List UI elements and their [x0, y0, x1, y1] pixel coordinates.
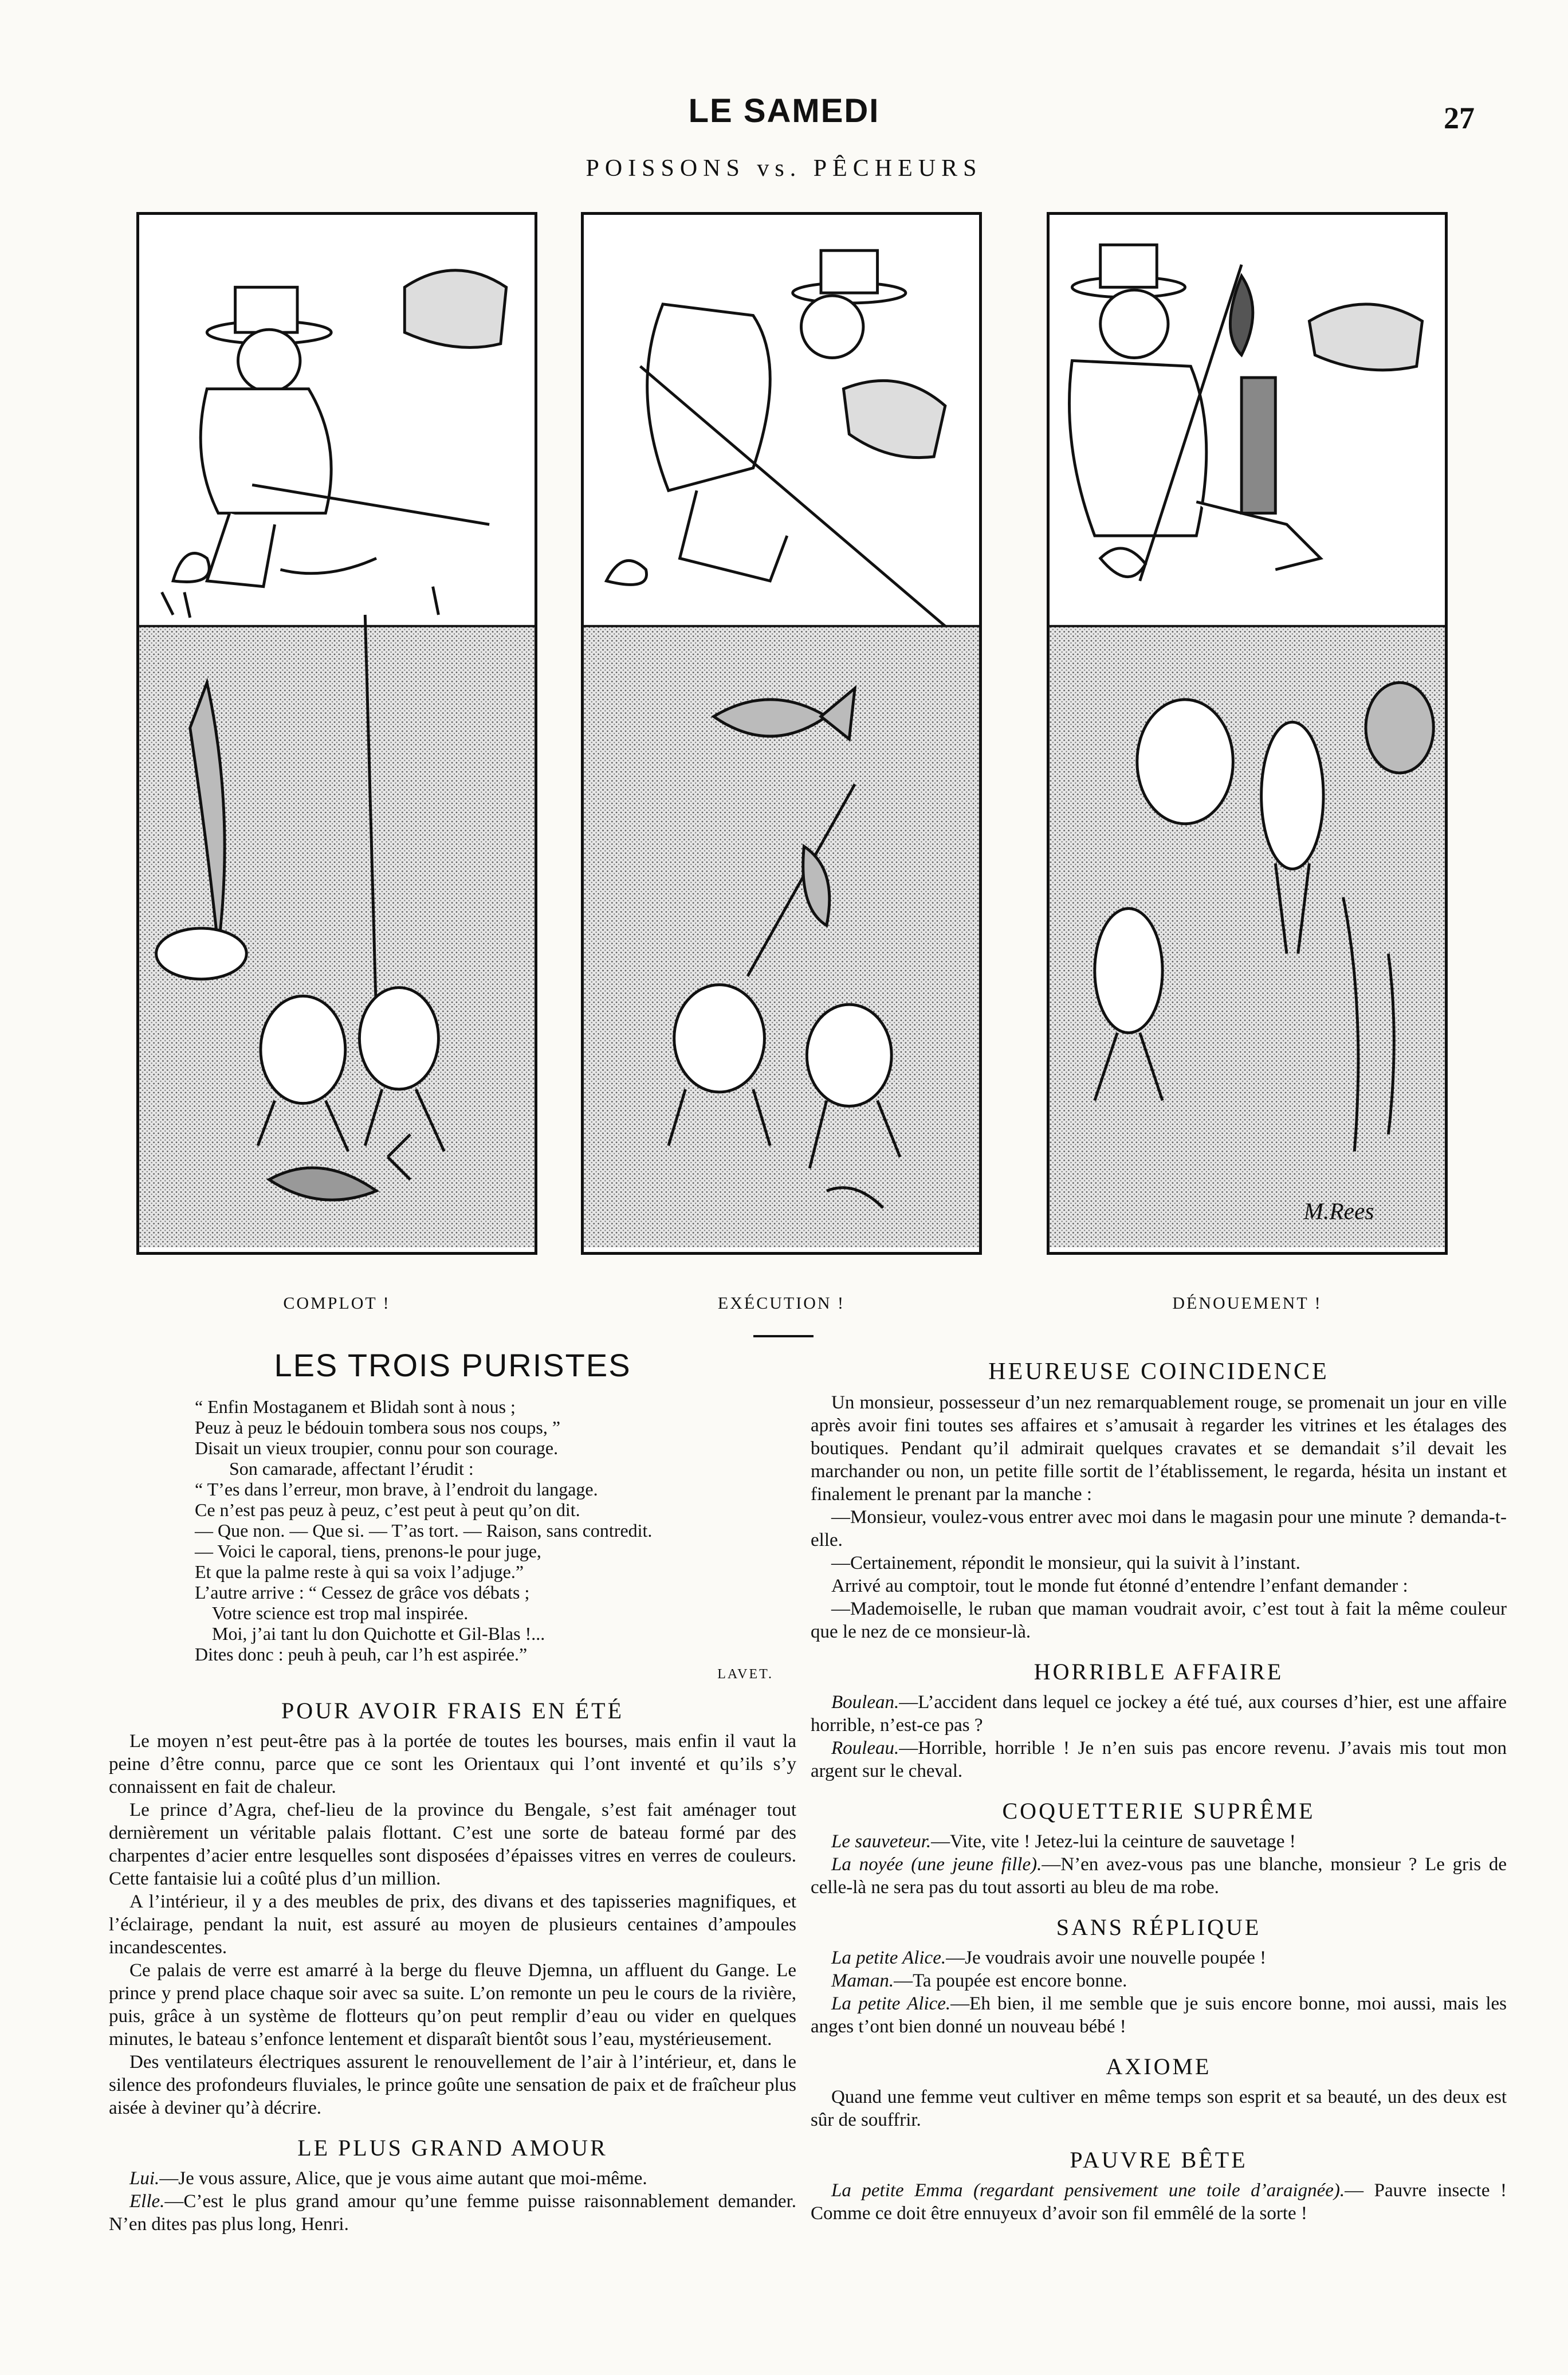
line-text: —Eh bien, il me semble que je suis encore bonne, moi aussi, mais les anges t’ont bien donné un nouveau bébé ! — [811, 1993, 1507, 2037]
caption-execution: EXÉCUTION ! — [717, 1294, 846, 1313]
speaker: Rouleau. — [831, 1738, 899, 1758]
comic-panel-complot — [136, 212, 537, 1255]
speaker: La petite Emma (regardant pensivement une toile d’araignée). — [831, 2180, 1345, 2201]
poem-line: L’autre arrive : “ Cessez de grâce vos débats ; — [195, 1582, 530, 1603]
comic-panel-execution — [581, 212, 982, 1255]
denouement-illustration — [1050, 215, 1445, 1252]
paragraph: Un monsieur, possesseur d’un nez remarquablement rouge, se promenait un jour en ville après avoir fini toutes ses affaires et s’amusait à regarder les vitrines et les étalages des boutiques. Pendant qu’il admirait quelques cravates et se demandait s’il devait les marchander ou non, un petite fille sortit de l’établissement, le regarda, hésita un instant et finalement le prenant par la manche : — [811, 1392, 1507, 1505]
article-title-grand-amour: LE PLUS GRAND AMOUR — [297, 2135, 608, 2161]
line-text: —Ta poupée est encore bonne. — [894, 1970, 1127, 1991]
line-text: —Je voudrais avoir une nouvelle poupée ! — [946, 1948, 1267, 1968]
line-text: —N’en avez-vous pas une blanche, monsieur ? Le gris de celle-là ne sera pas du tout assorti au bleu de ma robe. — [811, 1854, 1507, 1898]
dialogue-line — [811, 1992, 1507, 2038]
paragraph: —Certainement, répondit le monsieur, qui la suivit à l’instant. — [831, 1553, 1300, 1573]
paragraph: Le prince d’Agra, chef-lieu de la province du Bengale, s’est fait aménager tout dernièrement un véritable palais flottant. C’est une sorte de bateau formé par des charpentes d’acier entre lesquelles sont disposées d’épaisses vitres en verres de couleurs. Cette fantaisie lui a coûté plus d’un million. — [109, 1800, 796, 1889]
paragraph: —Mademoiselle, le ruban que maman voudrait avoir, c’est tout à fait la même couleur que le nez de ce monsieur-là. — [811, 1599, 1507, 1642]
speaker: Le sauveteur. — [831, 1831, 932, 1852]
comic-panel-denouement — [1047, 212, 1448, 1255]
speaker: Boulean. — [831, 1692, 899, 1713]
poem-line: “ T’es dans l’erreur, mon brave, à l’endroit du langage. — [195, 1479, 598, 1499]
dialogue-sans-replique — [811, 1946, 1507, 2038]
paragraph: Arrivé au comptoir, tout le monde fut étonné d’entendre l’enfant demander : — [831, 1576, 1408, 1596]
poem-line: Votre science est trop mal inspirée. — [212, 1603, 469, 1623]
artist-signature: M.Rees — [1303, 1198, 1374, 1224]
article-title-frais-ete: POUR AVOIR FRAIS EN ÉTÉ — [281, 1698, 624, 1724]
article-title-coquetterie: COQUETTERIE SUPRÊME — [1002, 1798, 1315, 1824]
dialogue-line — [811, 1946, 1507, 1969]
line-text: —Je vous assure, Alice, que je vous aime autant que moi-même. — [159, 2168, 647, 2189]
speaker: Elle. — [129, 2191, 165, 2212]
dialogue-line — [811, 1691, 1507, 1737]
paragraph: A l’intérieur, il y a des meubles de prix, des divans et des tapisseries magnifiques, et l’éclairage, pendant la nuit, est assuré au moyen de plusieurs centaines d’ampoules incandescentes. — [109, 1891, 796, 1958]
speaker: La petite Alice. — [831, 1948, 946, 1968]
paragraph: Ce palais de verre est amarré à la berge du fleuve Djemna, un affluent du Gange. Le prince y prend place chaque soir avec sa suite. L’on remonte un peu le cours de la rivière, puis, grâce à un système de flotteurs qu’on peut remplir d’eau ou vider en quelques minutes, le bateau s’enfonce lentement et disparaît bientôt sous l’eau, mystérieusement. — [109, 1960, 796, 2050]
paragraph: —Monsieur, voulez-vous entrer avec moi dans le magasin pour une minute ? demanda-t-elle. — [811, 1507, 1507, 1550]
poem-line: Son camarade, affectant l’érudit : — [229, 1458, 474, 1479]
line-text: —Horrible, horrible ! Je n’en suis pas encore revenu. J’avais mis tout mon argent sur le cheval. — [811, 1738, 1507, 1781]
dialogue-horrible-affaire — [811, 1691, 1507, 1783]
article-title-heureuse-coincidence: HEUREUSE COINCIDENCE — [988, 1359, 1329, 1385]
speaker: La petite Alice. — [831, 1993, 951, 2014]
dialogue-coquetterie — [811, 1830, 1507, 1899]
poem-line: Peuz à peuz le bédouin tombera sous nos coups, ” — [195, 1417, 561, 1438]
dialogue-line — [811, 2179, 1507, 2225]
comic-section-title: POISSONS vs. PÊCHEURS — [585, 155, 983, 182]
article-title-axiome: AXIOME — [1106, 2054, 1212, 2079]
speaker: La noyée (une jeune fille). — [831, 1854, 1042, 1875]
poem-trois-puristes — [109, 1396, 796, 1665]
caption-denouement: DÉNOUEMENT ! — [1172, 1294, 1322, 1313]
right-column — [811, 1358, 1507, 2225]
poem-line: — Voici le caporal, tiens, prenons-le pour juge, — [195, 1541, 541, 1561]
complot-illustration — [139, 215, 535, 1252]
divider-rule — [753, 1335, 814, 1337]
dialogue-line — [811, 1830, 1507, 1853]
dialogue-line — [109, 2190, 796, 2236]
poem-line: Disait un vieux troupier, connu pour son courage. — [195, 1438, 559, 1458]
line-text: —L’accident dans lequel ce jockey a été tué, aux courses d’hier, est une affaire horrible, n’est-ce pas ? — [811, 1692, 1507, 1736]
line-text: —Vite, vite ! Jetez-lui la ceinture de sauvetage ! — [931, 1831, 1296, 1852]
article-title-trois-puristes: LES TROIS PURISTES — [274, 1347, 631, 1383]
line-text: — Pauvre insecte ! Comme ce doit être ennuyeux d’avoir son fil emmêlé de la sorte ! — [811, 2180, 1507, 2224]
dialogue-line — [109, 2167, 796, 2190]
author-signature: LAVET. — [717, 1667, 773, 1682]
dialogue-grand-amour — [109, 2167, 796, 2236]
poem-line: Moi, j’ai tant lu don Quichotte et Gil-Blas !... — [212, 1623, 545, 1644]
dialogue-line — [811, 1737, 1507, 1783]
poem-line: “ Enfin Mostaganem et Blidah sont à nous ; — [195, 1396, 516, 1417]
page-number: 27 — [1444, 101, 1475, 135]
speaker: Maman. — [831, 1970, 894, 1991]
execution-illustration — [584, 215, 979, 1252]
paragraph: Quand une femme veut cultiver en même temps son esprit et sa beauté, un des deux est sûr de souffrir. — [811, 2087, 1507, 2130]
dialogue-pauvre-bete — [811, 2179, 1507, 2225]
paragraph: Des ventilateurs électriques assurent le renouvellement de l’air à l’intérieur, et, dans le silence des profondeurs fluviales, le prince goûte une sensation de paix et de fraîcheur plus aisée à deviner qu’à décrire. — [109, 2052, 796, 2118]
dialogue-line — [811, 1853, 1507, 1899]
poem-line: Et que la palme reste à qui sa voix l’adjuge.” — [195, 1561, 524, 1582]
poem-line: Dites donc : peuh à peuh, car l’h est aspirée.” — [195, 1644, 528, 1665]
caption-complot: COMPLOT ! — [283, 1294, 391, 1313]
article-title-pauvre-bete: PAUVRE BÊTE — [1070, 2147, 1248, 2173]
article-title-horrible-affaire: HORRIBLE AFFAIRE — [1033, 1659, 1284, 1685]
dialogue-line — [811, 1969, 1507, 1992]
newspaper-title: LE SAMEDI — [688, 92, 880, 129]
paragraph: Le moyen n’est peut-être pas à la portée de toutes les bourses, mais enfin il vaut la peine d’être connu, parce que ce sont les Orientaux qui l’ont inventé et qu’ils s’y connaissent en fait de chaleur. — [109, 1731, 796, 1797]
poem-line: Ce n’est pas peuz à peuz, c’est peut à peut qu’on dit. — [195, 1499, 580, 1520]
speaker: Lui. — [129, 2168, 160, 2189]
left-column — [109, 1347, 796, 2236]
poem-line: — Que non. — Que si. — T’as tort. — Raison, sans contredit. — [195, 1520, 653, 1541]
line-text: —C’est le plus grand amour qu’une femme puisse raisonnablement demander. N’en dites pas plus long, Henri. — [109, 2191, 796, 2235]
article-title-sans-replique: SANS RÉPLIQUE — [1056, 1914, 1262, 1940]
